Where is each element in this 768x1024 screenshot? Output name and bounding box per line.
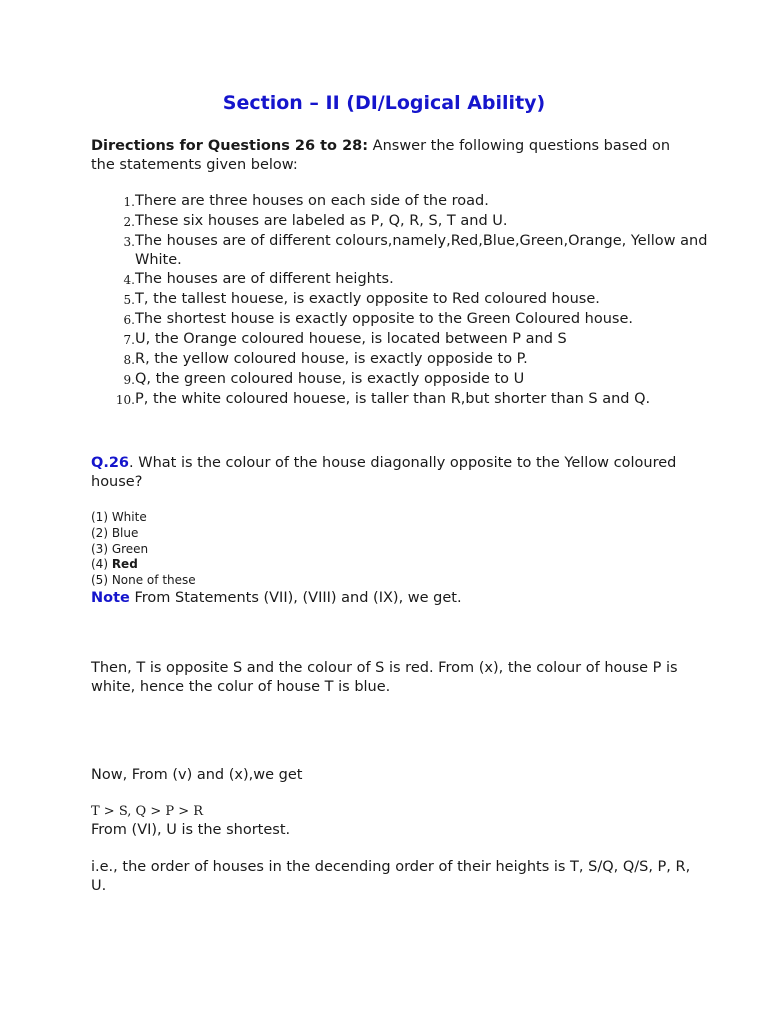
statement-number: 6. xyxy=(123,313,135,327)
note-text: From Statements (VII), (VIII) and (IX), we get. xyxy=(129,590,462,606)
answer-options xyxy=(91,510,196,589)
statement-number: 2. xyxy=(123,215,135,229)
option-4 xyxy=(91,557,196,573)
height-inequality: T > S, Q > P > R xyxy=(91,804,204,819)
statement-text: The houses are of different heights. xyxy=(135,271,394,287)
option-4-answer: Red xyxy=(111,557,138,572)
list-item xyxy=(91,390,731,410)
statement-text: R, the yellow coloured house, is exactly opposide to P. xyxy=(135,351,528,367)
statement-number: 3. xyxy=(123,235,135,249)
statement-text: The shortest house is exactly opposite to the Green Coloured house. xyxy=(135,311,633,327)
list-item xyxy=(91,310,731,330)
explanation-paragraph-2: Now, From (v) and (x),we get xyxy=(91,767,303,783)
directions-text: Answer the following questions based on the statements given below: xyxy=(91,138,671,173)
statement-text: Q, the green coloured house, is exactly opposide to U xyxy=(135,371,525,387)
note-paragraph xyxy=(91,589,711,608)
option-5: (5) None of these xyxy=(91,573,196,588)
list-item xyxy=(91,270,731,290)
note-label: Note xyxy=(91,590,130,606)
explanation-paragraph-3: From (VI), U is the shortest. xyxy=(91,822,291,838)
statement-text: The houses are of different colours,namely,Red,Blue,Green,Orange, Yellow and White. xyxy=(135,233,708,268)
option-1: (1) White xyxy=(91,510,147,524)
statement-number: 7. xyxy=(123,333,135,347)
list-item xyxy=(91,370,731,390)
directions-label: Directions for Questions 26 to 28: xyxy=(91,138,369,154)
option-3: (3) Green xyxy=(91,541,149,556)
list-item xyxy=(91,232,731,270)
question-text: . What is the colour of the house diagonally opposite to the Yellow coloured house? xyxy=(91,455,677,490)
statement-number: 5. xyxy=(123,293,135,307)
explanation-paragraph-4: i.e., the order of houses in the decending order of their heights is T, S/Q, Q/S, P, R, U. xyxy=(91,859,691,894)
statement-text: P, the white coloured houese, is taller than R,but shorter than S and Q. xyxy=(135,391,651,407)
statement-number: 8. xyxy=(123,353,135,367)
statement-text: These six houses are labeled as P, Q, R, S, T and U. xyxy=(135,213,508,229)
statement-number: 4. xyxy=(123,273,135,287)
list-item xyxy=(91,290,731,310)
section-title: Section – II (DI/Logical Ability) xyxy=(222,92,546,114)
list-item xyxy=(91,192,731,212)
question-number: Q.26 xyxy=(91,455,130,471)
list-item xyxy=(91,350,731,370)
statement-text: There are three houses on each side of the road. xyxy=(135,193,489,209)
explanation-paragraph-1: Then, T is opposite S and the colour of S is red. From (x), the colour of house P is white, hence the colur of house T is blue. xyxy=(91,660,678,695)
directions-paragraph xyxy=(91,137,691,175)
statement-number: 9. xyxy=(123,373,135,387)
option-2: (2) Blue xyxy=(91,525,139,540)
statement-number: 1. xyxy=(123,195,135,209)
statement-text: T, the tallest houese, is exactly opposite to Red coloured house. xyxy=(135,291,600,307)
option-4-prefix: (4) xyxy=(91,557,112,572)
question-26 xyxy=(91,454,691,492)
list-item xyxy=(91,212,731,232)
statements-list xyxy=(91,192,731,410)
statement-number: 10. xyxy=(115,393,135,407)
statement-text: U, the Orange coloured houese, is located between P and S xyxy=(135,331,567,347)
list-item xyxy=(91,330,731,350)
